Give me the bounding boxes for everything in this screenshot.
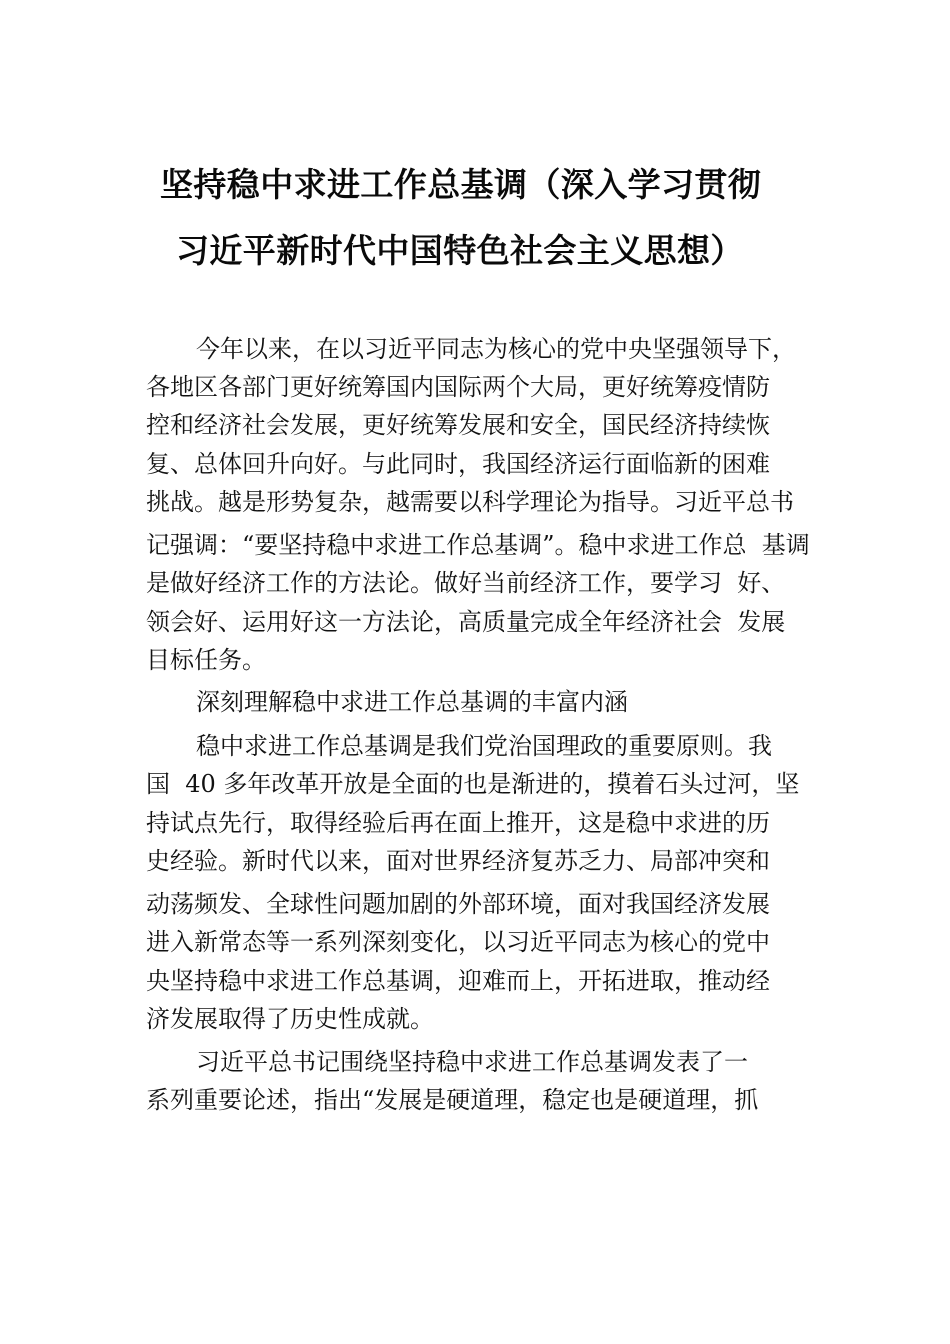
paragraph-2-line-1: 稳中求进工作总基调是我们党治国理政的重要原则。我: [196, 732, 772, 760]
paragraph-3-line-1: 习近平总书记围绕坚持稳中求进工作总基调发表了一: [196, 1048, 748, 1076]
document-title-line-2: 习近平新时代中国特色社会主义思想）: [176, 231, 744, 270]
paragraph-1-line-2: 各地区各部门更好统筹国内国际两个大局，更好统筹疫情防: [146, 373, 770, 401]
document-title-line-1: 坚持稳中求进工作总基调（深入学习贯彻: [160, 165, 762, 204]
paragraph-2-line-4: 史经验。新时代以来，面对世界经济复苏乏力、局部冲突和: [146, 847, 770, 875]
paragraph-2-line-6: 进入新常态等一系列深刻变化，以习近平同志为核心的党中: [146, 928, 770, 956]
paragraph-1-line-5: 挑战。越是形势复杂，越需要以科学理论为指导。习近平总书: [146, 488, 794, 516]
paragraph-1-line-9: 目标任务。: [146, 646, 266, 674]
paragraph-2-line-3: 持试点先行，取得经验后再在面上推开，这是稳中求进的历: [146, 809, 770, 837]
paragraph-1-line-8: 领会好、运用好这一方法论，高质量完成全年经济社会 发展: [146, 608, 786, 636]
paragraph-2-line-7: 央坚持稳中求进工作总基调，迎难而上，开拓进取，推动经: [146, 967, 770, 995]
section-heading: 深刻理解稳中求进工作总基调的丰富内涵: [196, 688, 628, 716]
paragraph-1-line-6: 记强调：“要坚持稳中求进工作总基调”。稳中求进工作总 基调: [146, 531, 810, 559]
paragraph-1-line-7: 是做好经济工作的方法论。做好当前经济工作，要学习 好、: [146, 569, 786, 597]
paragraph-2-line-8: 济发展取得了历史性成就。: [146, 1005, 434, 1033]
paragraph-1-line-4: 复、总体回升向好。与此同时，我国经济运行面临新的困难: [146, 450, 770, 478]
paragraph-1-line-1: 今年以来，在以习近平同志为核心的党中央坚强领导下，: [196, 335, 796, 363]
paragraph-1-line-3: 控和经济社会发展，更好统筹发展和安全，国民经济持续恢: [146, 411, 770, 439]
paragraph-2-line-5: 动荡频发、全球性问题加剧的外部环境，面对我国经济发展: [146, 890, 770, 918]
paragraph-3-line-2: 系列重要论述，指出“发展是硬道理，稳定也是硬道理，抓: [146, 1086, 759, 1114]
paragraph-2-line-2: 国 40 多年改革开放是全面的也是渐进的，摸着石头过河，坚: [146, 770, 800, 798]
